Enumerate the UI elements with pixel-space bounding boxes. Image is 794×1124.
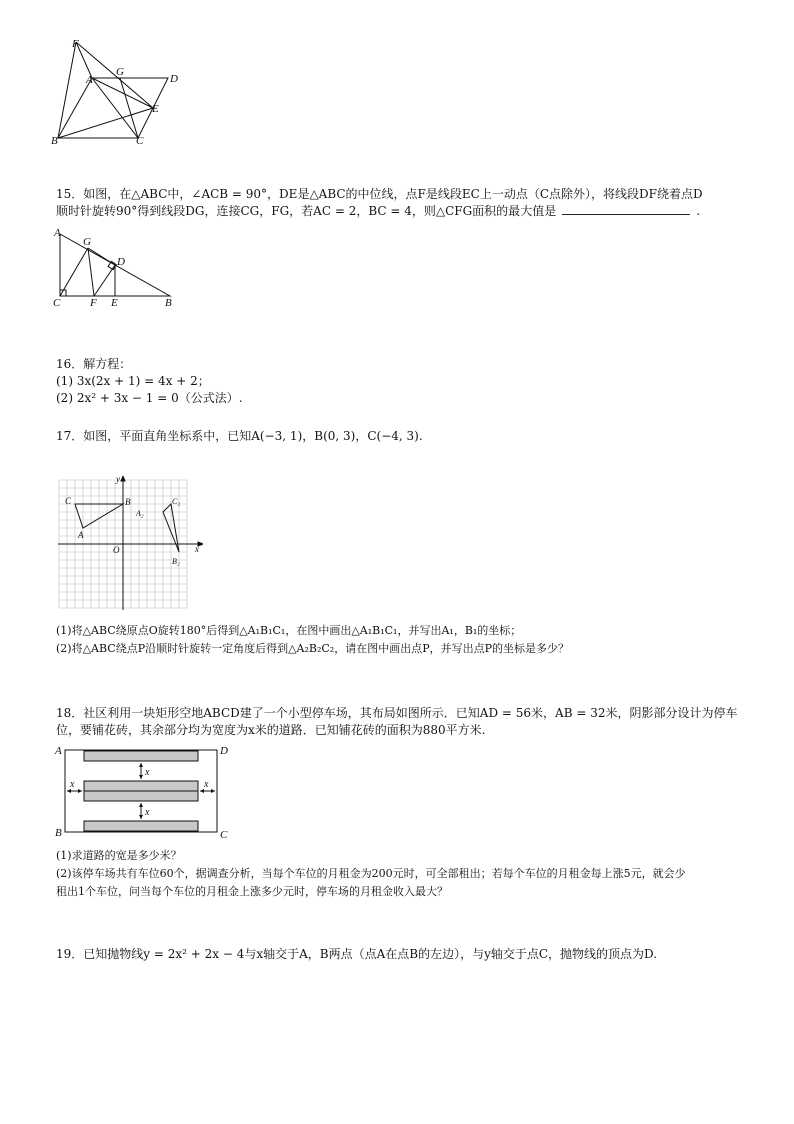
label-d: D	[117, 256, 125, 268]
q16-item1: (1) 3x(2x + 1) = 4x + 2；	[56, 374, 210, 388]
q17-title: 17．如图，平面直角坐标系中，已知A(−3, 1)，B(0, 3)，C(−4, 3).	[56, 429, 423, 443]
label-x-bottom: x	[145, 807, 150, 818]
q15-tail: .	[696, 204, 701, 218]
q18-part1: (1)求道路的宽是多少米？	[56, 849, 182, 862]
label-c: C	[53, 297, 61, 308]
label-e: E	[111, 297, 118, 308]
parking-strip-top	[84, 751, 198, 761]
parking-strip-bottom	[84, 821, 198, 831]
label-a: A	[54, 227, 61, 239]
label-o: O	[113, 545, 120, 555]
label-d: D	[220, 745, 228, 757]
answer-blank	[562, 204, 690, 215]
label-y: y	[116, 474, 120, 484]
label-c2: C₂	[172, 497, 181, 506]
figure-q15	[50, 226, 180, 308]
label-x: x	[195, 544, 199, 554]
parking-strip-mid-2	[84, 791, 198, 801]
q16-title: 16．解方程：	[56, 357, 132, 371]
q15-text-line1: 15．如图，在△ABC中，∠ACB = 90°，DE是△ABC的中位线，点F是线段EC上一动点（C点除外），将线段DF绕着点D	[56, 187, 703, 201]
label-a: A	[78, 530, 84, 540]
label-a: A	[55, 745, 62, 757]
parking-strip-mid-1	[84, 781, 198, 791]
q18-line2: 位，要铺花砖，其余部分均为宽度为x米的道路．已知铺花砖的面积为880平方米.	[56, 723, 486, 737]
label-x-right: x	[204, 779, 209, 790]
label-a2: A₂	[136, 509, 144, 518]
figure-q14	[48, 36, 198, 148]
label-a: A	[86, 74, 93, 86]
q15-text-line2	[56, 203, 700, 219]
label-e: E	[152, 103, 159, 115]
label-f: F	[90, 297, 97, 308]
label-c: C	[220, 829, 228, 840]
label-b: B	[165, 297, 172, 308]
label-x-left: x	[70, 779, 75, 790]
q17-part1: (1)将△ABC绕原点O旋转180°后得到△A₁B₁C₁，在图中画出△A₁B₁C₁，并写出A₁，B₁的坐标；	[56, 624, 522, 637]
q19-text: 19．已知抛物线y = 2x² + 2x − 4与x轴交于A，B两点（点A在点B的左边），与y轴交于点C，抛物线的顶点为D.	[56, 947, 658, 961]
q17-part2: (2)将△ABC绕点P沿顺时针旋转一定角度后得到△A₂B₂C₂，请在图中画出点P，并写出点P的坐标是多少？	[56, 642, 570, 655]
label-c: C	[65, 496, 72, 506]
label-f: F	[72, 38, 79, 50]
q18-line1: 18．社区利用一块矩形空地ABCD建了一个小型停车场，其布局如图所示．已知AD = 56米，AB = 32米，阴影部分设计为停车	[56, 706, 738, 720]
figure-q17-grid	[58, 474, 208, 612]
label-c: C	[136, 135, 144, 147]
label-g: G	[116, 66, 124, 78]
q15-text-line2-content: 顺时针旋转90°得到线段DG，连接CG，FG，若AC = 2，BC = 4，则△CFG面积的最大值是	[56, 204, 557, 218]
label-b: B	[125, 497, 131, 507]
q18-part2-line2: 租出1个车位，问当每个车位的月租金上涨多少元时，停车场的月租金收入最大？	[56, 885, 448, 898]
figure-q18-parking	[50, 742, 240, 840]
label-g: G	[83, 236, 91, 248]
label-b: B	[55, 827, 62, 839]
label-b: B	[51, 135, 58, 147]
label-b2: B₂	[172, 557, 180, 566]
q16-item2: (2) 2x² + 3x − 1 = 0（公式法）.	[56, 391, 243, 405]
label-d: D	[170, 73, 178, 85]
q18-part2-line1: (2)该停车场共有车位60个，据调查分析，当每个车位的月租金为200元时，可全部租出；若每个车位的月租金每上涨5元，就会少	[56, 867, 686, 880]
label-x-top: x	[145, 767, 150, 778]
